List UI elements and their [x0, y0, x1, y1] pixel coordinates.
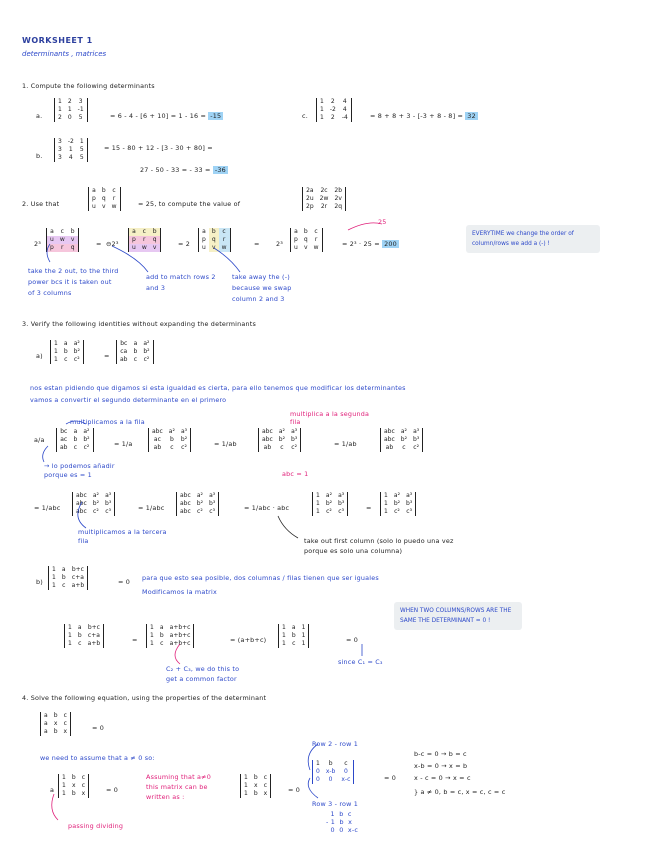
ex2-result: 200 [384, 240, 397, 248]
ex2-2cubed-b: 2³ [276, 240, 284, 248]
ex4-assume: we need to assume that a ≠ 0 so: [40, 754, 155, 762]
ex3-note-alter: → lo podemos añadir porque es = 1 [44, 462, 115, 479]
ex2-note-box: EVERYTIME we change the order of column/rows we add a (-) ! [466, 225, 600, 253]
ex3-b-eq: = 0 [118, 578, 131, 586]
worksheet-subtitle: determinants , matrices [22, 50, 107, 58]
matrix-1c: 1 2 4 1 -2 4 1 2 -4 [316, 98, 352, 122]
ex3-b-times: = (a+b+c) [230, 636, 267, 644]
ex3-spanish2: vamos a convertir el segundo determinante en el primero [30, 396, 227, 404]
ex3-frac-note: abc = 1 [282, 470, 309, 478]
ex3-b-text1: para que esto sea posible, dos columnas / filas tienen que ser iguales [142, 574, 379, 582]
ex3-a-eq: = [104, 352, 110, 360]
ex3-since: since C₁ = C₃ [338, 658, 383, 666]
matrix-2-step4: a b c p q r u v w [290, 228, 323, 252]
matrix-4-1: 1 b c 1 x c 1 b x [58, 774, 89, 798]
ex4-final: } a ≠ 0, b = c, x = c, c = c [414, 788, 506, 796]
ex3-a-label: a) [36, 352, 43, 360]
ex2-eq3: = [254, 240, 260, 248]
ex4-row2: Row 2 - row 1 [312, 740, 359, 748]
ex3-s6-eq: = 1/abc [138, 504, 165, 512]
ex3-s5-eq: = 1/abc [34, 504, 61, 512]
matrix-3-s7: 1 a² a³ 1 b² b³ 1 c² c³ [312, 492, 348, 516]
ex3-frac-a: a/a [34, 436, 45, 444]
matrix-1a: 1 2 3 1 1 -1 2 0 5 [54, 98, 88, 122]
ex4-assume2: Assuming that a≠0 this matrix can be written as : [146, 773, 211, 801]
ex2-note3: take away the (-) because we swap column 2 and 3 [232, 273, 292, 303]
ex4-eq0: = 0 [92, 724, 105, 732]
matrix-3-s2: abc a² a³ ac b b² ab c c² [148, 428, 191, 452]
ex4-row3-work: 1 b c - 1 b x 0 0 x-c [326, 810, 359, 834]
ex1-b-calc2: 27 - 50 - 33 = - 33 = -36 [140, 166, 226, 174]
worksheet-title: WORKSHEET 1 [22, 36, 93, 45]
matrix-3-s6: abc a² a³ abc b² b³ abc c² c³ [176, 492, 219, 516]
matrix-3b-1: 1 a b+c 1 b c+a 1 c a+b [64, 624, 104, 648]
ex4-sys1: b-c = 0 → b = c [414, 750, 467, 758]
matrix-3-s4: abc a² a³ abc b² b³ ab c c² [380, 428, 423, 452]
ex4-row3: Row 3 - row 1 [312, 800, 359, 808]
matrix-3-s5: abc a² a³ abc b² b³ abc c² c³ [72, 492, 115, 516]
ex3-take-out: take out first column (solo lo puedo una vez porque es solo una columna) [304, 537, 454, 555]
ex1-b-result: -36 [214, 166, 226, 174]
ex4-sys2: x-b = 0 → x = b [414, 762, 468, 770]
ex1-c-result: 32 [467, 112, 476, 120]
ex1-a-label: a. [36, 112, 43, 120]
ex3-s3-eq: = 1/ab [334, 440, 357, 448]
ex3-s2-eq: = 1/ab [214, 440, 237, 448]
matrix-3-s3: abc a² a³ abc b² b³ ab c c² [258, 428, 301, 452]
ex4-eq2: = 0 [288, 786, 301, 794]
ex3-b1-eq: = [132, 636, 138, 644]
matrix-3a-right: bc a a² ca b b² ab c c² [116, 340, 154, 364]
matrix-2-target: 2a 2c 2b 2u 2w 2v 2p 2r 2q [302, 187, 346, 211]
ex1-c-label: c. [302, 112, 308, 120]
matrix-1b: 3 -2 1 3 1 5 3 4 5 [54, 138, 88, 162]
matrix-3a-left: 1 a a² 1 b b² 1 c c² [50, 340, 84, 364]
ex2-eq1: = [96, 240, 102, 248]
ex2-mid: = 25, to compute the value of [138, 200, 241, 208]
matrix-3-s1: bc a a² ac b b² ab c c² [56, 428, 94, 452]
ex2-note1: take the 2 out, to the third power bcs it is taken out of 3 columns [28, 267, 119, 297]
ex3-c2c3: C₂ + C₃, we do this to get a common factor [166, 665, 240, 683]
ex1-a-result: -15 [210, 112, 222, 120]
ex3-s1-eq: = 1/a [114, 440, 133, 448]
ex3-b-zero: = 0 [346, 636, 359, 644]
matrix-3b: 1 a b+c 1 b c+a 1 c a+b [48, 566, 88, 590]
ex3-mul-row2: multiplica a la segunda fila [290, 410, 370, 426]
matrix-4: a b c a x c a b x [40, 712, 71, 736]
matrix-4-3: 1 b c 0 x-b 0 0 0 x-c [312, 760, 354, 784]
ex3-b-label: b) [36, 578, 43, 586]
ex2-heading: 2. Use that [22, 200, 60, 208]
ex3-mul-row: multiplicamos a la fila [70, 418, 145, 426]
matrix-2-step1: a c b u w v p r q [46, 228, 79, 252]
ex1-a-calc: = 6 - 4 - [6 + 10] = 1 - 16 = -15 [110, 112, 222, 120]
ex2-note2: add to match rows 2 and 3 [146, 273, 216, 292]
ex4-a-factor: a [50, 786, 55, 794]
ex2-mark25: 25 [378, 218, 387, 226]
ex3-mul-third: multiplicamos a la tercera fila [78, 528, 167, 545]
ex1-b-label: b. [36, 152, 43, 160]
ex4-passing: passing dividing [68, 822, 124, 830]
matrix-3b-3: 1 a 1 1 b 1 1 c 1 [278, 624, 309, 648]
ex3-spanish1: nos estan pidiendo que digamos si esta igualdad es cierta, para ello tenemos que modificar los determinantes [30, 384, 406, 392]
ex4-heading: 4. Solve the following equation, using the properties of the determinant [22, 694, 267, 702]
matrix-2-step2: a c b p r q u w v [128, 228, 161, 252]
ex2-circle: ⊖2³ [106, 240, 119, 248]
ex4-eq1: = 0 [106, 786, 119, 794]
ex1-b-calc1: = 15 - 80 + 12 - [3 - 30 + 80] = [104, 144, 213, 152]
matrix-2-step3: a b c p q r u v w [198, 228, 231, 252]
ex4-eq3: = 0 [384, 774, 397, 782]
ex2-2cubed: 2³ [34, 240, 42, 248]
ex3-heading: 3. Verify the following identities without expanding the determinants [22, 320, 257, 328]
ex2-calc: = 2³ · 25 = 200 [342, 240, 397, 248]
matrix-3b-2: 1 a a+b+c 1 b a+b+c 1 c a+b+c [146, 624, 194, 648]
ex1-c-calc: = 8 + 8 + 3 - [-3 + 8 - 8] = 32 [370, 112, 476, 120]
matrix-3-s8: 1 a² a³ 1 b² b³ 1 c² c³ [380, 492, 416, 516]
ex3-s7-eq: = 1/abc · abc [244, 504, 290, 512]
matrix-2-given: a b c p q r u v w [88, 187, 121, 211]
ex3-b-text2: Modificamos la matrix [142, 588, 217, 596]
ex3-note-box2: WHEN TWO COLUMNS/ROWS ARE THE SAME THE DETERMINANT = 0 ! [394, 602, 522, 630]
ex2-eq2: = 2 [178, 240, 191, 248]
ex1-heading: 1. Compute the following determinants [22, 82, 155, 90]
matrix-4-2: 1 b c 1 x c 1 b x [240, 774, 271, 798]
ex4-sys3: x - c = 0 → x = c [414, 774, 471, 782]
ex3-s8-eq: = [366, 504, 372, 512]
